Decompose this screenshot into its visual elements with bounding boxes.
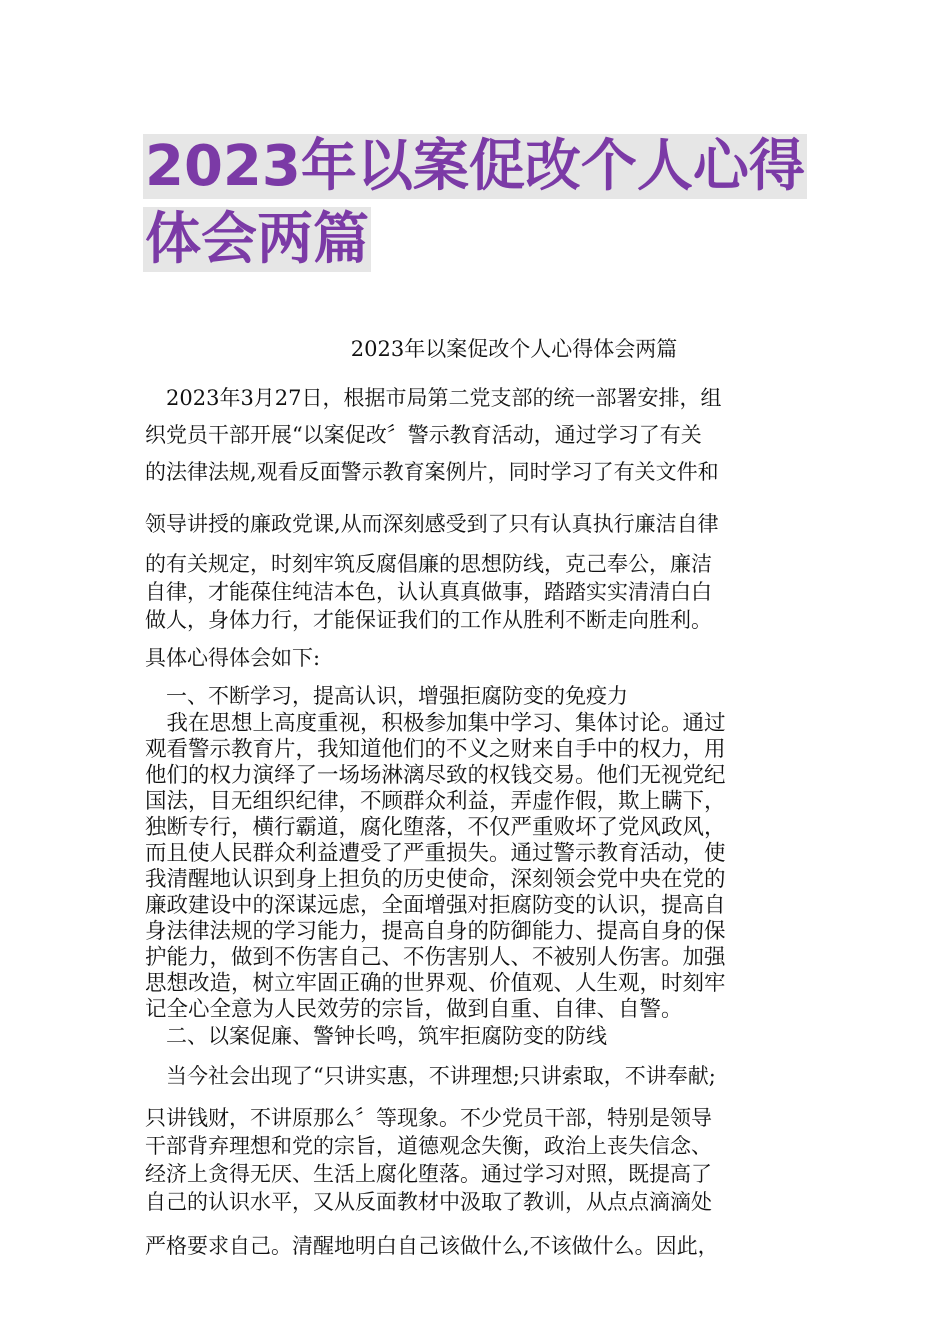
text-line: 思想改造，树立牢固正确的世界观、价值观、人生观，时刻牢 [145, 971, 726, 996]
text-line: 经济上贪得无厌、生活上腐化堕落。通过学习对照，既提高了 [145, 1162, 712, 1186]
text-line: 独断专行，横行霸道，腐化堕落，不仅严重败坏了党风政风， [145, 815, 726, 840]
section-heading: 一、不断学习，提高认识，增强拒腐防变的免疫力 [145, 684, 628, 708]
text-line: 我在思想上高度重视，积极参加集中学习、集体讨论。通过 [145, 711, 726, 736]
text-line: 严格要求自己。清醒地明白自己该做什么,不该做什么。因此， [145, 1234, 719, 1258]
text-line: 国法，目无组织纪律，不顾群众利益，弄虚作假，欺上瞒下， [145, 789, 726, 814]
text-line: 护能力，做到不伤害自己、不伤害别人、不被别人伤害。加强 [145, 945, 726, 970]
text-line: 的法律法规,观看反面警示教育案例片，同时学习了有关文件和 [145, 460, 719, 484]
text-line: 织党员干部开展“以案促改〞警示教育活动，通过学习了有关 [145, 423, 702, 447]
text-line: 而且使人民群众利益遭受了严重损失。通过警示教育活动，使 [145, 841, 726, 866]
text-line: 的有关规定，时刻牢筑反腐倡廉的思想防线，克己奉公，廉洁 [145, 552, 712, 576]
document-subtitle: 2023年以案促改个人心得体会两篇 [350, 337, 678, 361]
text-line: 干部背弃理想和党的宗旨，道德观念失衡，政治上丧失信念、 [145, 1134, 712, 1158]
text-line: 做人，身体力行，才能保证我们的工作从胜利不断走向胜利。 [145, 608, 712, 632]
section-heading: 二、以案促廉、警钟长鸣，筑牢拒腐防变的防线 [145, 1024, 607, 1048]
text-line: 观看警示教育片，我知道他们的不义之财来自手中的权力，用 [145, 737, 726, 762]
text-line: 身法律法规的学习能力，提高自身的防御能力、提高自身的保 [145, 919, 726, 944]
text-line: 只讲钱财，不讲原那么〞等现象。不少党员干部，特别是领导 [145, 1106, 712, 1130]
text-line: 他们的权力演绎了一场场淋漓尽致的权钱交易。他们无视党纪 [145, 763, 726, 788]
text-line: 2023年3月27日，根据市局第二党支部的统一部署安排，组 [145, 386, 722, 410]
text-line: 记全心全意为人民效劳的宗旨，做到自重、自律、自警。 [145, 997, 683, 1022]
text-line: 领导讲授的廉政党课,从而深刻感受到了只有认真执行廉洁自律 [145, 512, 719, 536]
text-line: 当今社会出现了“只讲实惠，不讲理想;只讲索取，不讲奉献; [145, 1064, 716, 1088]
text-line: 自律，才能葆住纯洁本色，认认真真做事，踏踏实实清清白白 [145, 580, 712, 604]
text-line: 具体心得体会如下: [145, 646, 321, 670]
document-banner-title [143, 130, 808, 276]
banner-title-line1: 2023年以案促改个人心得 [145, 134, 805, 199]
text-line: 我清醒地认识到身上担负的历史使命，深刻领会党中央在党的 [145, 867, 726, 892]
text-line: 自己的认识水平，又从反面教材中汲取了教训，从点点滴滴处 [145, 1190, 712, 1214]
text-line: 廉政建设中的深谋远虑，全面增强对拒腐防变的认识，提高自 [145, 893, 726, 918]
banner-title-line2: 体会两篇 [145, 207, 369, 272]
